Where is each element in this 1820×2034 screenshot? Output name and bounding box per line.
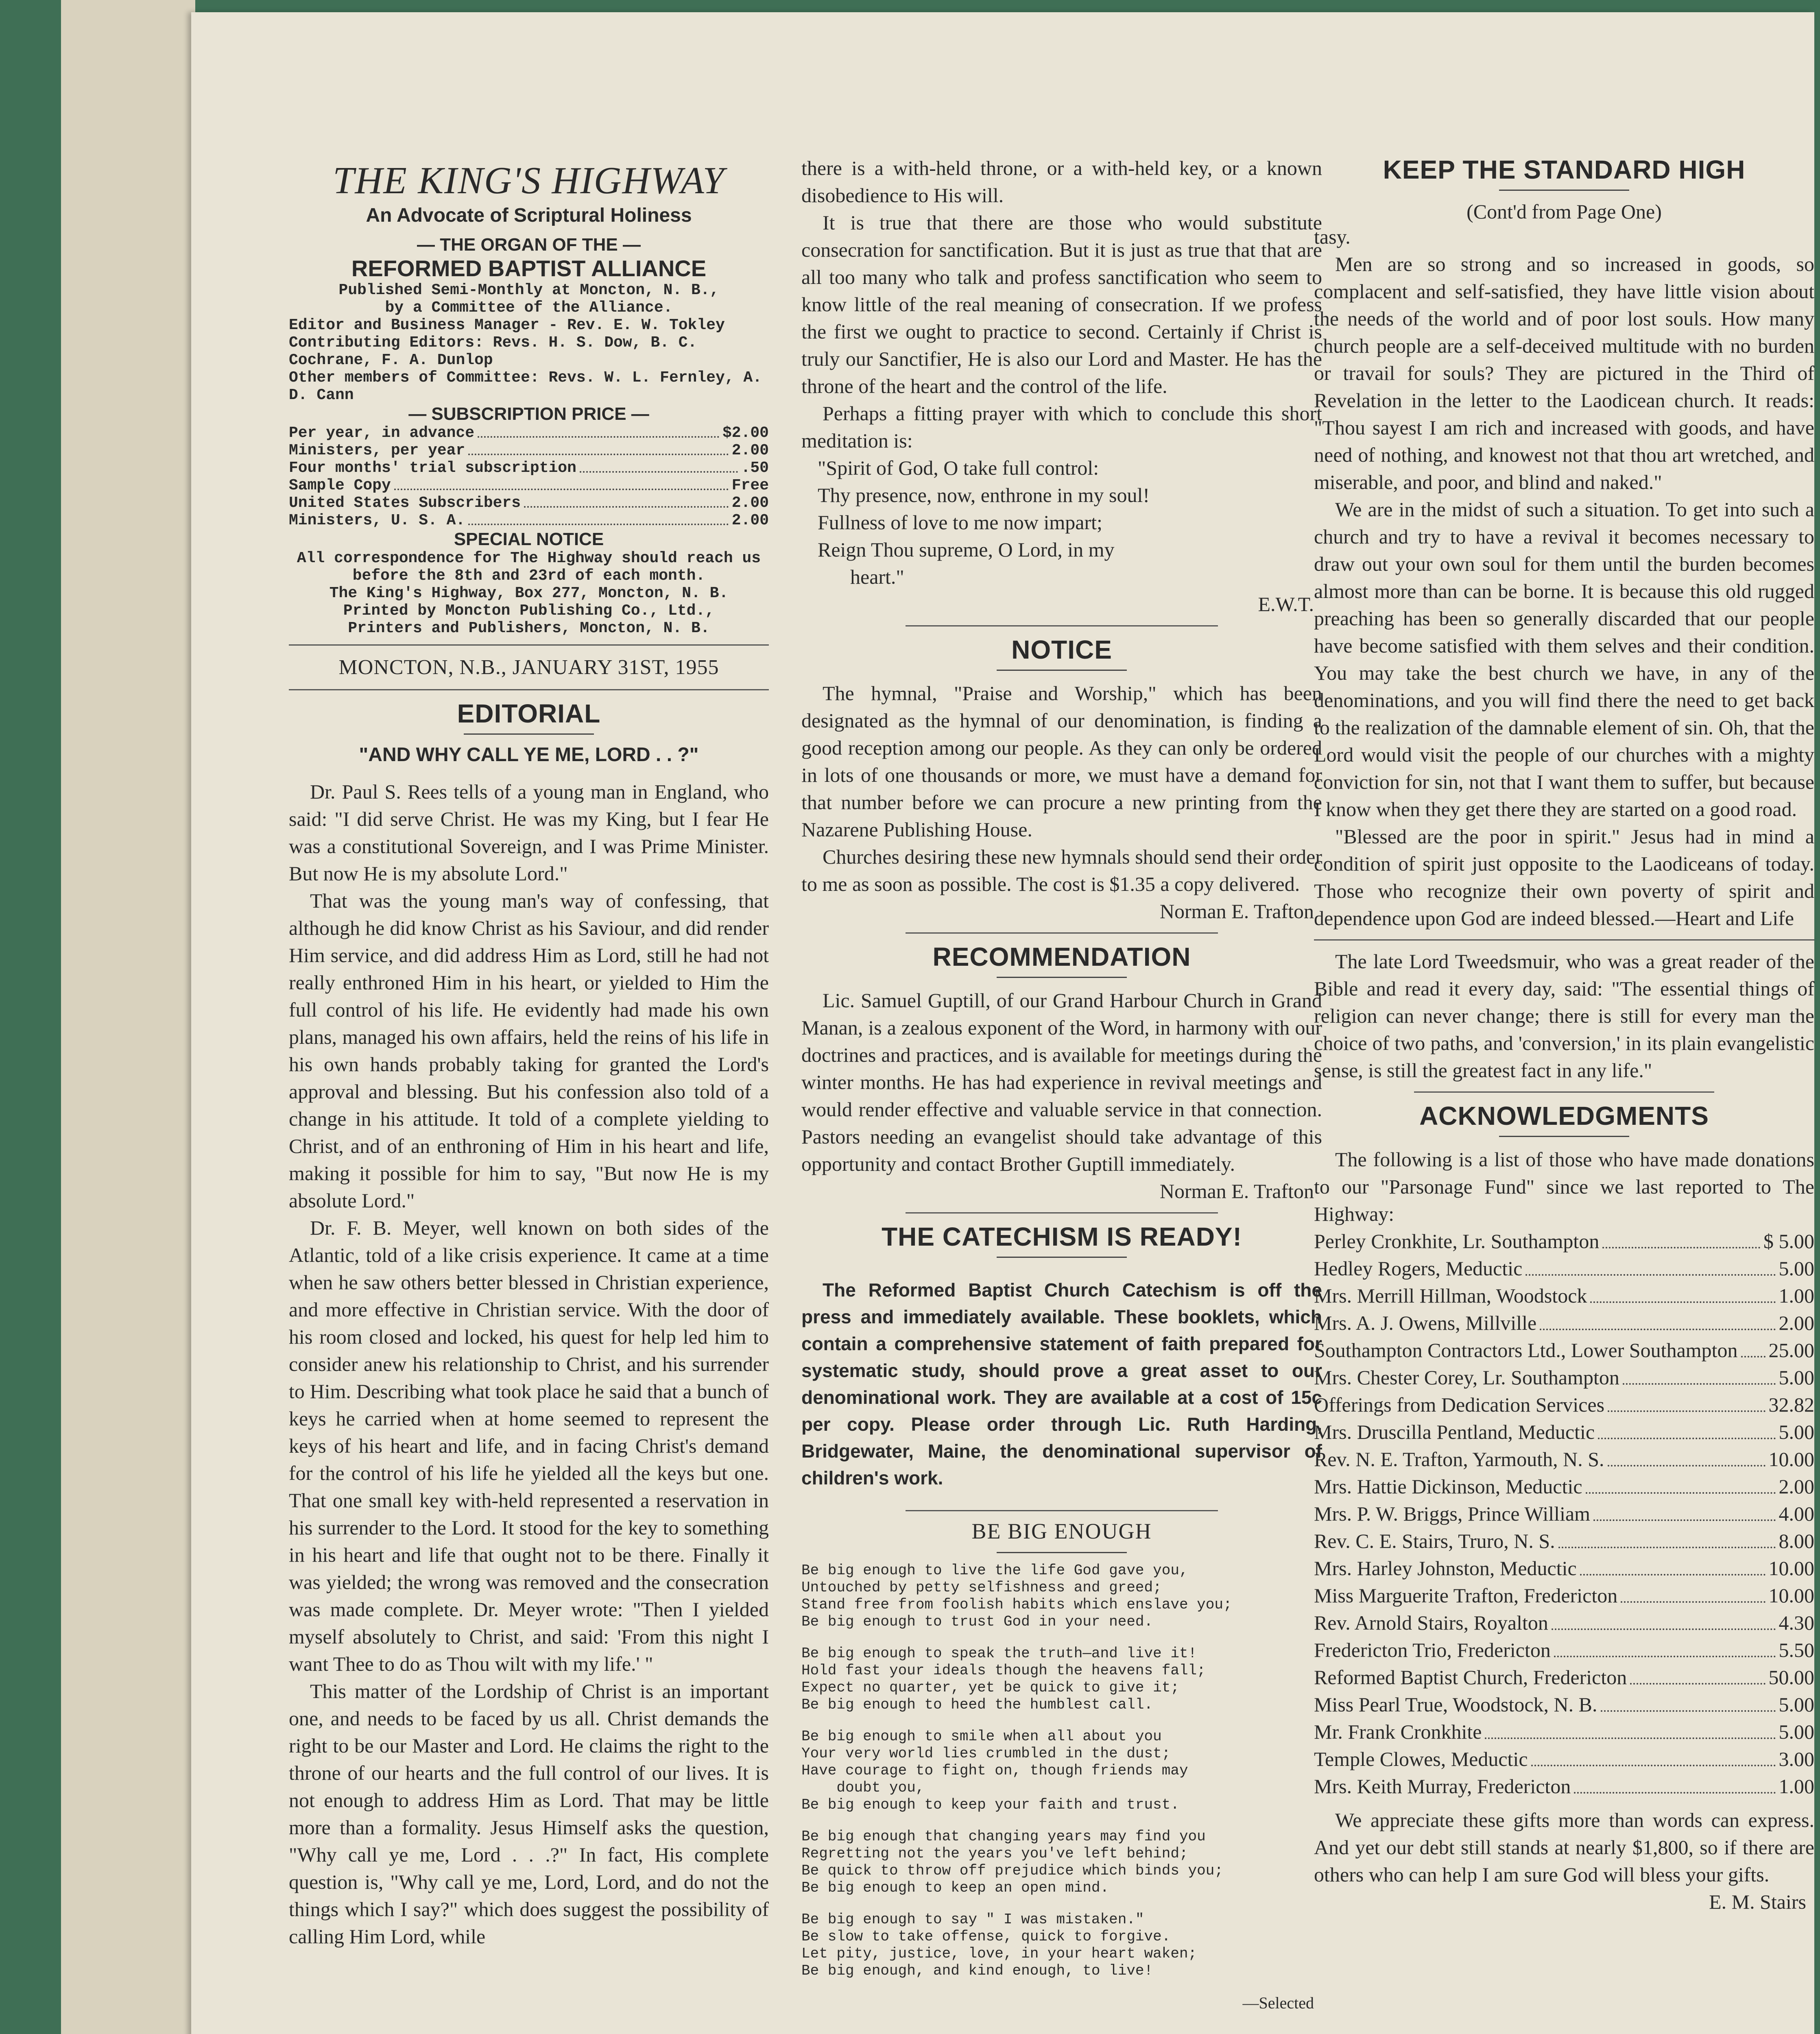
donation-row <box>1314 1637 1814 1664</box>
poem-line: Be big enough to keep an open mind. <box>801 1879 1109 1896</box>
donor-name: Perley Cronkhite, Lr. Southampton <box>1314 1230 1600 1253</box>
dot-leader <box>1552 1609 1776 1630</box>
acknowledgments-heading: ACKNOWLEDGMENTS <box>1419 1101 1709 1130</box>
donation-amount: 4.00 <box>1779 1502 1814 1525</box>
acknowledgments-intro: The following is a list of those who have made donations to our "Parsonage Fund" since we last reported to The Highway: <box>1314 1148 1814 1225</box>
donation-amount: 5.00 <box>1779 1366 1814 1389</box>
donation-amount: 50.00 <box>1768 1666 1814 1689</box>
editorial-subheading: "AND WHY CALL YE ME, LORD . . ?" <box>359 744 699 766</box>
poem-heading: BE BIG ENOUGH <box>971 1519 1152 1543</box>
newspaper-page <box>191 12 1814 2034</box>
donation-row <box>1314 1446 1814 1473</box>
tweedsmuir-paragraph: The late Lord Tweedsmuir, who was a great reader of the Bible and read it every day, said: "The essential things of religion can never change; there is still for every man the choice of two paths, and 'conversion,' in its plain evangelistic sense, is still the greatest fact in any life." <box>1314 950 1814 1082</box>
book-spine <box>61 0 195 2034</box>
dot-leader <box>1630 1664 1765 1685</box>
poem-stanza <box>801 1645 1322 1713</box>
price-row <box>289 512 769 529</box>
donation-row <box>1314 1746 1814 1773</box>
price-row <box>289 494 769 512</box>
column-3 <box>1314 155 1814 1916</box>
donation-row <box>1314 1664 1814 1691</box>
price-value: 2.00 <box>731 512 769 529</box>
donation-row <box>1314 1555 1814 1582</box>
catechism-heading: THE CATECHISM IS READY! <box>882 1222 1242 1251</box>
divider <box>997 1552 1127 1553</box>
masthead-title: THE KING'S HIGHWAY <box>333 159 725 202</box>
dot-leader <box>1531 1746 1776 1766</box>
donation-amount: 32.82 <box>1768 1393 1814 1416</box>
poem-line: Hold fast your ideals though the heavens fall; <box>801 1662 1206 1679</box>
divider <box>906 1510 1218 1511</box>
editorial-paragraph: This matter of the Lordship of Christ is an important one, and needs to be faced by us all. Christ demands the right to be our Master and Lord. He claims the right to the throne of our hearts and the full control of our lives. It is not enough to address Him as Lord. That may be little more than a formality. Jesus Himself asks the question, "Why call ye me, Lord . . .?" In fact, His complete question is, "Why call ye me, Lord, Lord, and do not the things which I say?" which does suggest the possibility of calling Him Lord, while <box>289 1680 769 1948</box>
divider <box>1314 939 1814 941</box>
divider <box>906 625 1218 626</box>
price-label: United States Subscribers <box>289 494 521 512</box>
dot-leader <box>1602 1228 1760 1248</box>
poem-line: Have courage to fight on, though friends may <box>801 1762 1188 1779</box>
poem-line: Be quick to throw off prejudice which binds you; <box>801 1862 1223 1879</box>
dot-leader <box>478 424 719 438</box>
others-line: Other members of Committee: Revs. W. L. Fernley, A. D. Cann <box>289 369 762 404</box>
divider <box>1414 1091 1714 1093</box>
dot-leader <box>1580 1555 1765 1576</box>
printed-line: Printed by Moncton Publishing Co., Ltd., <box>343 602 715 620</box>
dot-leader <box>1601 1691 1776 1712</box>
donation-row <box>1314 1691 1814 1718</box>
poem-line: Be big enough to trust God in your need. <box>801 1613 1153 1630</box>
dot-leader <box>1590 1282 1775 1303</box>
prayer-line: "Spirit of God, O take full control: <box>818 456 1099 479</box>
price-label: Sample Copy <box>289 477 391 494</box>
dot-leader <box>580 459 738 473</box>
poem-line: Untouched by petty selfishness and greed; <box>801 1579 1162 1596</box>
editorial-paragraph: Dr. F. B. Meyer, well known on both sides of the Atlantic, told of a like crisis experience. It came at a time when he saw others better blessed in Christian experience, and more effective in Christian service. With the door of his room closed and locked, his quest for help led him to consider anew his relationship to Christ, and his surrender to Him. Describing what took place he said that a bunch of keys he carried when at home seemed to represent the keys of his heart and life, and in facing Christ's demand for the control of his life he yielded all the keys but one. That one small key with-held represented a reservation in his surrender to the Lord. It stood for the key to something in his heart and life that ought not to be there. Finally it was yielded; the wrong was removed and the consecration was made complete. Dr. Meyer wrote: "Then I yielded myself absolutely to Christ, and said: 'From this night I want Thee to do as Thou wilt with my life.' " <box>289 1216 769 1675</box>
dot-leader <box>1608 1446 1765 1467</box>
dot-leader <box>1623 1364 1776 1385</box>
donation-amount: 10.00 <box>1768 1584 1814 1607</box>
prayer-line: heart." <box>850 565 904 588</box>
donor-name: Rev. N. E. Trafton, Yarmouth, N. S. <box>1314 1448 1604 1471</box>
donor-name: Mrs. Chester Corey, Lr. Southampton <box>1314 1366 1619 1389</box>
masthead-subtitle: An Advocate of Scriptural Holiness <box>366 205 692 226</box>
address-line: The King's Highway, Box 277, Moncton, N. B. <box>329 585 729 602</box>
donor-name: Rev. Arnold Stairs, Royalton <box>1314 1611 1548 1634</box>
donation-amount: 25.00 <box>1768 1339 1814 1362</box>
donation-amount: 3.00 <box>1779 1748 1814 1770</box>
dot-leader <box>1540 1309 1775 1330</box>
editorial-paragraph: Dr. Paul S. Rees tells of a young man in England, who said: "I did serve Christ. He was my King, but I fear He was a constitutional Sovereign, and I was Prime Minister. But now He is my absolute Lord." <box>289 780 769 885</box>
divider <box>906 1212 1218 1213</box>
donation-row <box>1314 1773 1814 1800</box>
donation-row <box>1314 1528 1814 1555</box>
poem-stanza <box>801 1562 1322 1630</box>
donation-row <box>1314 1582 1814 1609</box>
donor-name: Rev. C. E. Stairs, Truro, N. S. <box>1314 1530 1555 1552</box>
price-value: $2.00 <box>722 424 769 442</box>
donor-name: Offerings from Dedication Services <box>1314 1393 1605 1416</box>
editorial-prayer <box>801 454 1322 591</box>
donation-row <box>1314 1228 1814 1255</box>
dot-leader <box>1586 1473 1776 1494</box>
donation-list <box>1314 1228 1814 1800</box>
donation-amount: $ 5.00 <box>1763 1230 1814 1253</box>
donor-name: Southampton Contractors Ltd., Lower Southampton <box>1314 1339 1738 1362</box>
dot-leader <box>1485 1718 1775 1739</box>
acknowledgments-signature: E. M. Stairs <box>1709 1890 1806 1913</box>
standard-paragraph: Men are so strong and so increased in goods, so complacent and self-satisfied, they have little vision about the needs of the world and of poor lost souls. How many church people are a self-deceived multitude with no burden or travail for souls? They are pictured in the Third of Revelation in the letter to the Laodicean church. It reads: "Thou sayest I am rich and increased with goods, and have need of nothing, and knowest not that thou art wretched, and miserable, and poor, and blind and naked." <box>1314 253 1814 493</box>
donation-amount: 1.00 <box>1779 1775 1814 1798</box>
poem-line: Stand free from foolish habits which enslave you; <box>801 1596 1232 1613</box>
price-row <box>289 442 769 459</box>
standard-heading: KEEP THE STANDARD HIGH <box>1383 155 1746 184</box>
notice-heading: NOTICE <box>1011 635 1112 664</box>
dot-leader <box>1574 1773 1775 1794</box>
catechism-paragraph: The Reformed Baptist Church Catechism is off the press and immediately available. These booklets, which contain a comprehensive statement of faith prepared for systematic study, should prove a great asset to our denominational work. They are available at a cost of 15c per copy. Please order through Lic. Ruth Harding, Bridgewater, Maine, the denominational supervisor of children's work. <box>801 1279 1322 1488</box>
dot-leader <box>1558 1528 1776 1548</box>
donation-amount: 8.00 <box>1779 1530 1814 1552</box>
standard-paragraph: We are in the midst of such a situation. To get into such a church and try to have a revival it becomes necessary to draw out your own soul for them until the burden becomes almost more than can be borne. It is because this old rugged preaching has been so generally discarded that our people have become satisfied with them selves and their condition. You may take the best church we have, in any of the denominations, and you will find there the need to get back to the realization of the damnable element of sin. Oh, that the Lord would visit the people of our churches with a mighty conviction for sin, not that I want them to suffer, but because I know when they get there they are started on a good road. <box>1314 498 1814 821</box>
published-line: Published Semi-Monthly at Moncton, N. B., <box>338 282 719 299</box>
price-list <box>289 424 769 529</box>
donor-name: Fredericton Trio, Fredericton <box>1314 1639 1551 1661</box>
donation-amount: 5.00 <box>1779 1421 1814 1443</box>
donation-row <box>1314 1337 1814 1364</box>
editorial-heading: EDITORIAL <box>457 699 601 728</box>
divider <box>997 1257 1127 1258</box>
dot-leader <box>1621 1582 1765 1603</box>
price-heading: — SUBSCRIPTION PRICE — <box>408 404 649 424</box>
dot-leader <box>468 442 729 455</box>
divider <box>464 733 594 735</box>
donation-row <box>1314 1419 1814 1446</box>
alliance-name: REFORMED BAPTIST ALLIANCE <box>351 255 707 281</box>
poem-stanza <box>801 1911 1322 1979</box>
donation-row <box>1314 1391 1814 1419</box>
donation-amount: 2.00 <box>1779 1312 1814 1334</box>
donor-name: Hedley Rogers, Meductic <box>1314 1257 1523 1280</box>
donation-amount: 5.00 <box>1779 1693 1814 1716</box>
donation-row <box>1314 1609 1814 1637</box>
poem-line: Be big enough that changing years may find you <box>801 1828 1206 1845</box>
column-1 <box>289 159 769 1950</box>
donation-amount: 10.00 <box>1768 1448 1814 1471</box>
price-row <box>289 459 769 477</box>
donor-name: Mrs. Keith Murray, Fredericton <box>1314 1775 1571 1798</box>
recommendation-signature: Norman E. Trafton <box>1159 1180 1314 1203</box>
poem-line: Be big enough to keep your faith and trust. <box>801 1796 1179 1813</box>
notice-signature: Norman E. Trafton <box>1159 900 1314 923</box>
donor-name: Miss Marguerite Trafton, Fredericton <box>1314 1584 1618 1607</box>
notice-paragraph: The hymnal, "Praise and Worship," which has been designated as the hymnal of our denomination, is finding a good reception among our people. As they can only be ordered in lots of one thousands or more, we must have a demand for that number before we can procure a new printing from the Nazarene Publishing House. <box>801 682 1322 841</box>
donation-row <box>1314 1718 1814 1746</box>
divider <box>289 644 769 646</box>
poem-line: Be big enough to live the life God gave you, <box>801 1562 1188 1579</box>
donation-amount: 10.00 <box>1768 1557 1814 1580</box>
donation-row <box>1314 1364 1814 1391</box>
donation-row <box>1314 1309 1814 1337</box>
notice-text: All correspondence for The Highway should reach us before the 8th and 23rd of each month. <box>297 550 761 585</box>
price-value: 2.00 <box>731 494 769 512</box>
donor-name: Mrs. Druscilla Pentland, Meductic <box>1314 1421 1595 1443</box>
donor-name: Temple Clowes, Meductic <box>1314 1748 1528 1770</box>
donation-amount: 1.00 <box>1779 1284 1814 1307</box>
editorial-paragraph: Perhaps a fitting prayer with which to conclude this short meditation is: <box>801 402 1322 452</box>
poem-line: Be slow to take offense, quick to forgive. <box>801 1928 1171 1945</box>
poem-body <box>801 1562 1322 1979</box>
donation-row <box>1314 1473 1814 1500</box>
divider <box>1499 1136 1629 1137</box>
donation-amount: 2.00 <box>1779 1475 1814 1498</box>
donation-row <box>1314 1282 1814 1309</box>
donor-name: Mr. Frank Cronkhite <box>1314 1720 1482 1743</box>
organ-line: — THE ORGAN OF THE — <box>417 235 641 255</box>
special-notice-heading: SPECIAL NOTICE <box>454 529 604 549</box>
dot-leader <box>1741 1337 1765 1357</box>
editorial-paragraph: It is true that there are those who would substitute consecration for sanctification. But it is just as true that that are all too many who talk and profess sanctification who seem to know little of the real meaning of consecration. If we profess the first we ought to practice to second. Certainly if Christ is truly our Sanctifier, He is also our Lord and Master. He has the throne of the heart and the control of the life. <box>801 211 1322 397</box>
dot-leader <box>1608 1391 1765 1412</box>
dot-leader <box>468 512 729 525</box>
poem-line: Let pity, justice, love, in your heart waken; <box>801 1945 1197 1962</box>
donor-name: Mrs. Merrill Hillman, Woodstock <box>1314 1284 1587 1307</box>
poem-line: Be big enough, and kind enough, to live! <box>801 1962 1153 1979</box>
divider <box>906 932 1218 934</box>
dot-leader <box>524 494 729 508</box>
editorial-signature: E.W.T. <box>1258 593 1314 615</box>
editor-line: Editor and Business Manager - Rev. E. W. Tokley <box>289 316 725 334</box>
prayer-line: Reign Thou supreme, O Lord, in my <box>818 538 1115 561</box>
divider <box>997 670 1127 671</box>
prayer-line: Fullness of love to me now impart; <box>818 511 1102 534</box>
price-value: 2.00 <box>731 442 769 459</box>
recommendation-paragraph: Lic. Samuel Guptill, of our Grand Harbour Church in Grand Manan, is a zealous exponent of the Word, in harmony with our doctrines and practices, and is available for meetings during the winter months. He has had experience in revival meetings and would render effective and valuable service in that connection. Pastors needing an evangelist should take advantage of this opportunity and contact Brother Guptill immediately. <box>801 989 1322 1175</box>
dot-leader <box>1593 1500 1775 1521</box>
donor-name: Miss Pearl True, Woodstock, N. B. <box>1314 1693 1597 1716</box>
donor-name: Reformed Baptist Church, Fredericton <box>1314 1666 1627 1689</box>
divider <box>997 977 1127 978</box>
poem-line: Your very world lies crumbled in the dust; <box>801 1745 1171 1762</box>
donation-amount: 5.00 <box>1779 1257 1814 1280</box>
committee-line: by a Committee of the Alliance. <box>385 299 673 316</box>
column-2 <box>801 155 1322 2012</box>
prayer-line: Thy presence, now, enthrone in my soul! <box>818 484 1150 506</box>
dot-leader <box>1525 1255 1775 1276</box>
poem-line: Be big enough to say " I was mistaken." <box>801 1911 1144 1928</box>
price-row <box>289 477 769 494</box>
price-label: Ministers, per year <box>289 442 465 459</box>
donation-amount: 4.30 <box>1779 1611 1814 1634</box>
printers-line: Printers and Publishers, Moncton, N. B. <box>348 620 710 637</box>
donor-name: Mrs. A. J. Owens, Millville <box>1314 1312 1537 1334</box>
divider <box>1499 190 1629 191</box>
donor-name: Mrs. Harley Johnston, Meductic <box>1314 1557 1577 1580</box>
dot-leader <box>1598 1419 1775 1439</box>
donation-row <box>1314 1255 1814 1282</box>
editorial-paragraph: there is a with-held throne, or a with-held key, or a known disobedience to His will. <box>801 157 1322 207</box>
donation-amount: 5.50 <box>1779 1639 1814 1661</box>
contrib-line: Contributing Editors: Revs. H. S. Dow, B. C. Cochrane, F. A. Dunlop <box>289 334 697 369</box>
continued-note: (Cont'd from Page One) <box>1466 200 1662 223</box>
donor-name: Mrs. P. W. Briggs, Prince William <box>1314 1502 1591 1525</box>
standard-paragraph: tasy. <box>1314 225 1351 248</box>
price-value: .50 <box>741 459 769 477</box>
poem-line: Be big enough to heed the humblest call. <box>801 1696 1153 1713</box>
donation-amount: 5.00 <box>1779 1720 1814 1743</box>
standard-paragraph: "Blessed are the poor in spirit." Jesus had in mind a condition of spirit just opposite to the Laodiceans of today. Those who recognize their own poverty of spirit and dependence upon God are indeed blessed.—Heart and Life <box>1314 825 1814 930</box>
poem-credit: —Selected <box>1242 1994 1314 2012</box>
poem-line: Regretting not the years you've left behind; <box>801 1845 1188 1862</box>
poem-line: Be big enough to speak the truth—and live it! <box>801 1645 1197 1662</box>
price-label: Per year, in advance <box>289 424 475 442</box>
poem-stanza <box>801 1828 1322 1897</box>
poem-line: Be big enough to smile when all about you <box>801 1728 1162 1745</box>
notice-paragraph: Churches desiring these new hymnals should send their order to me as soon as possible. The cost is $1.35 a copy delivered. <box>801 845 1322 895</box>
price-label: Four months' trial subscription <box>289 459 576 477</box>
issue-date: MONCTON, N.B., JANUARY 31ST, 1955 <box>338 656 719 679</box>
donor-name: Mrs. Hattie Dickinson, Meductic <box>1314 1475 1582 1498</box>
poem-stanza <box>801 1728 1322 1814</box>
recommendation-heading: RECOMMENDATION <box>932 942 1191 971</box>
price-label: Ministers, U. S. A. <box>289 512 465 529</box>
dot-leader <box>1554 1637 1776 1657</box>
divider <box>289 689 769 690</box>
price-row <box>289 424 769 442</box>
donation-row <box>1314 1500 1814 1528</box>
editorial-paragraph: That was the young man's way of confessing, that although he did know Christ as his Saviour, and did render Him service, and did address Him as Lord, still he had not really enthroned Him in his heart, or yielded to Him the full control of his life. He evidently had made his own plans, managed his own affairs, held the reins of his life in his own hands probably taking for granted the Lord's approval and blessing. But his confession also told of a change in his attitude. It told of a complete yielding to Christ, and of an enthroning of Him in his heart and life, making it possible for him to say, "But now He is my absolute Lord." <box>289 889 769 1212</box>
poem-line: Expect no quarter, yet be quick to give it; <box>801 1679 1179 1696</box>
dot-leader <box>394 477 729 490</box>
acknowledgments-closing: We appreciate these gifts more than words can express. And yet our debt still stands at nearly $1,800, so if there are others who can help I am sure God will bless your gifts. <box>1314 1809 1814 1886</box>
price-value: Free <box>731 477 769 494</box>
poem-line: doubt you, <box>801 1779 925 1796</box>
